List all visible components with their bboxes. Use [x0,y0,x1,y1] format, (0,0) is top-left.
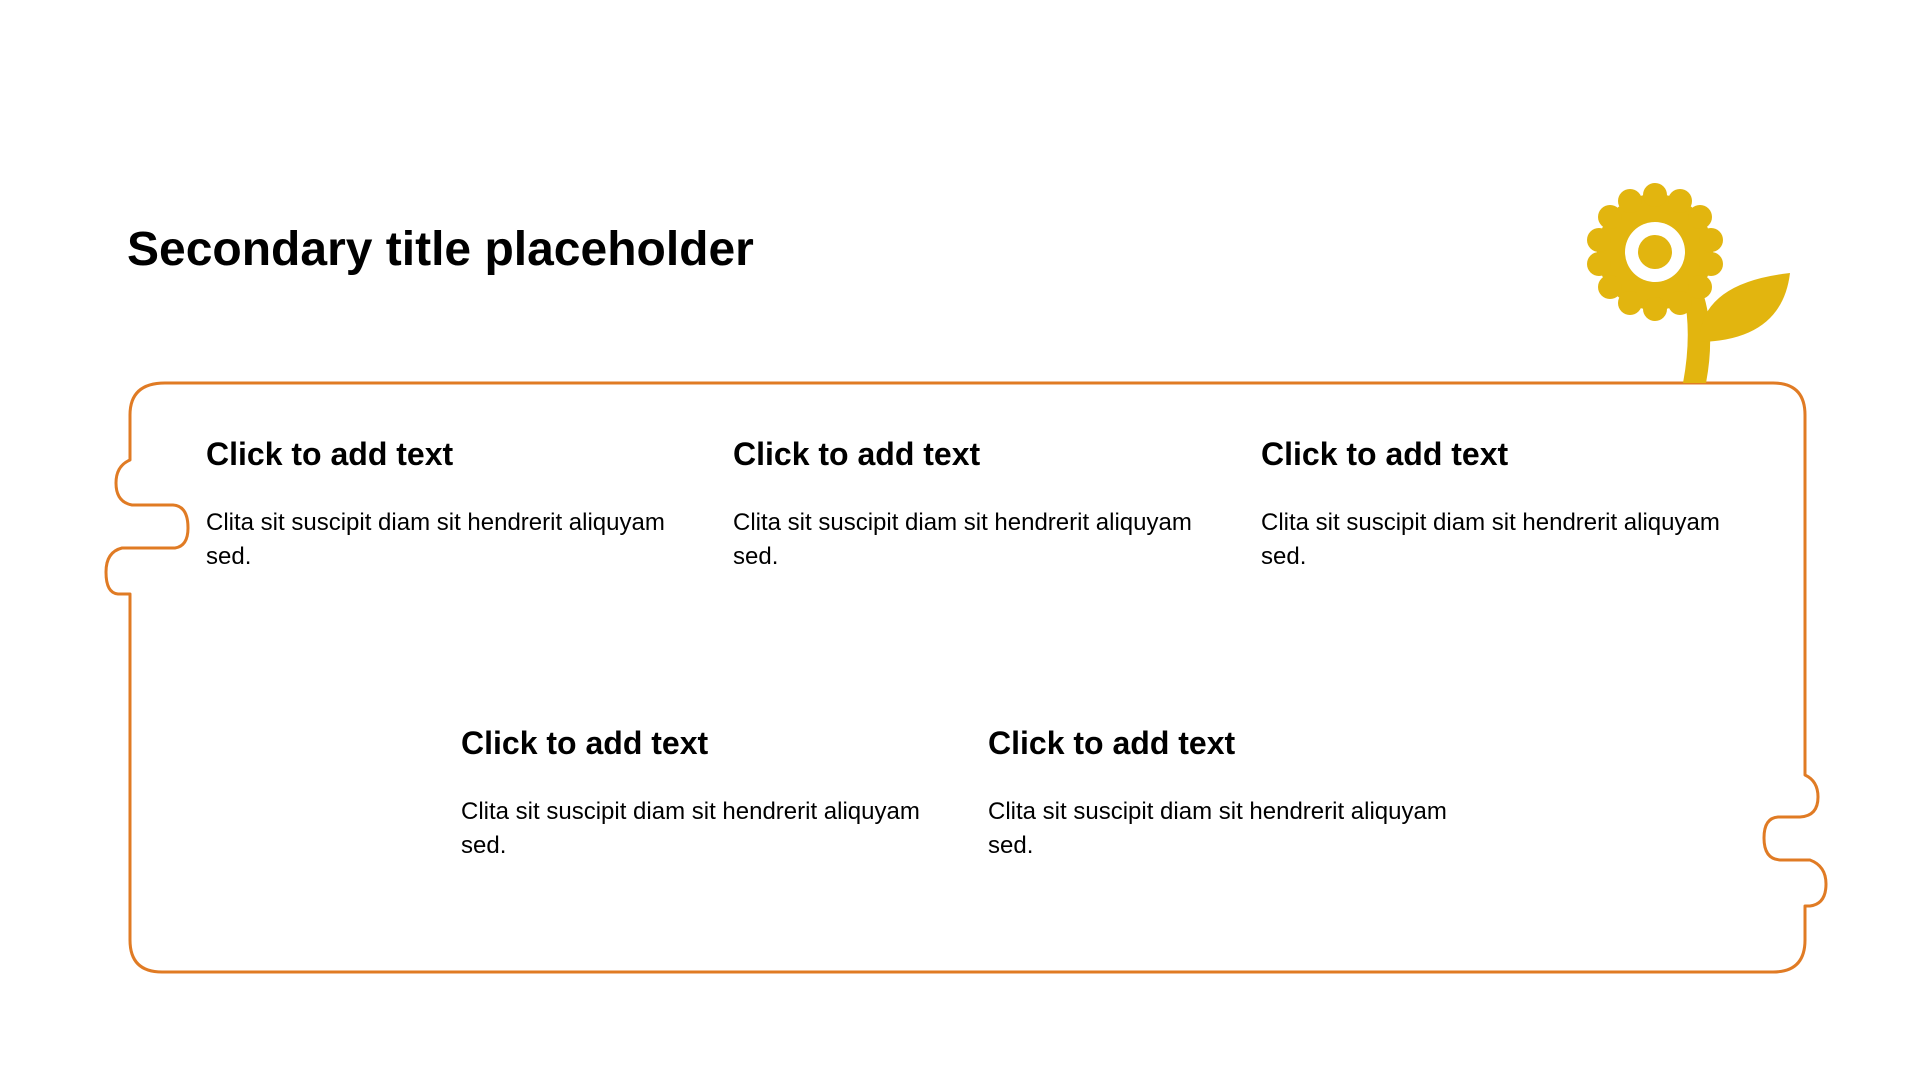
sunflower-icon [1587,183,1790,383]
block-body[interactable]: Clita sit suscipit diam sit hendrerit aliquyam sed. [1261,509,1720,570]
block-heading[interactable]: Click to add text [1261,436,1509,472]
sunflower-center [1638,235,1672,269]
block-body[interactable]: Clita sit suscipit diam sit hendrerit aliquyam sed. [206,509,665,570]
slide-title[interactable]: Secondary title placeholder [127,223,754,276]
block-body[interactable]: Clita sit suscipit diam sit hendrerit aliquyam sed. [461,798,920,859]
text-block-3[interactable] [1261,434,1741,574]
block-body[interactable]: Clita sit suscipit diam sit hendrerit aliquyam sed. [733,509,1192,570]
text-block-2[interactable] [733,434,1213,574]
text-block-5[interactable] [988,723,1468,863]
sunflower-leaf [1700,273,1790,342]
text-block-4[interactable] [461,723,941,863]
block-heading[interactable]: Click to add text [988,725,1236,761]
block-heading[interactable]: Click to add text [733,436,981,472]
text-block-1[interactable] [206,434,686,574]
block-body[interactable]: Clita sit suscipit diam sit hendrerit aliquyam sed. [988,798,1447,859]
block-heading[interactable]: Click to add text [206,436,454,472]
block-heading[interactable]: Click to add text [461,725,709,761]
